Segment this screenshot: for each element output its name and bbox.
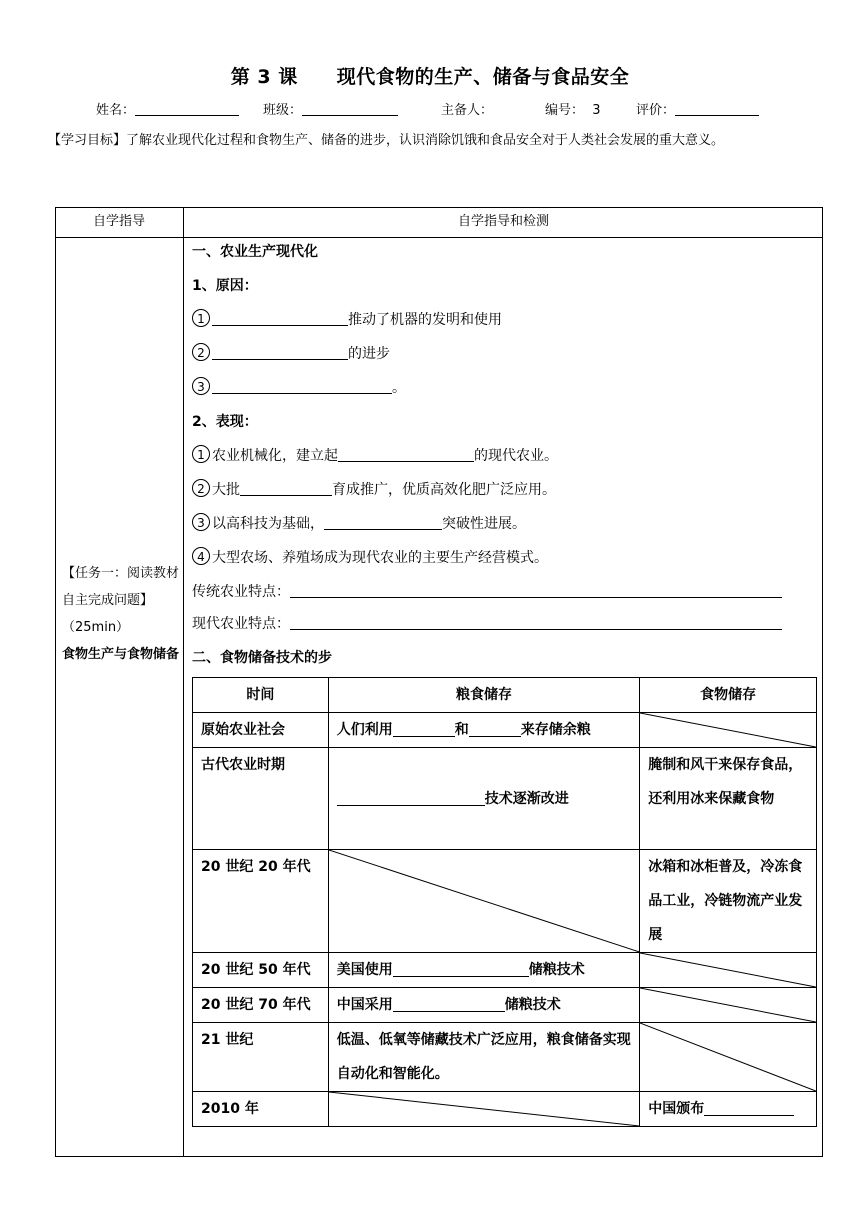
- class-blank[interactable]: [302, 101, 398, 116]
- name-label: 姓名：: [96, 103, 136, 118]
- table-row: [193, 1023, 817, 1092]
- perf-after-2: 育成推广，优质高效化肥广泛应用。: [332, 482, 556, 498]
- modern-label: 现代农业特点：: [192, 616, 290, 632]
- cause-text-3: 。: [392, 380, 406, 396]
- number-label: 编号：: [545, 103, 585, 118]
- circled-number: 3: [192, 377, 210, 395]
- name-blank[interactable]: [135, 101, 239, 116]
- cause-item-3: [192, 371, 406, 405]
- circled-number: 4: [192, 547, 210, 565]
- cell-food: 腌制和风干来保存食品，还利用冰来保藏食物: [640, 748, 817, 850]
- table-row: [193, 748, 817, 850]
- task-description: [62, 560, 180, 668]
- grain-blank[interactable]: [337, 789, 485, 806]
- eval-blank[interactable]: [675, 101, 759, 116]
- modern-blank[interactable]: [290, 613, 782, 630]
- section1-heading: 一、农业生产现代化: [192, 244, 318, 260]
- cell-time: 原始农业社会: [193, 713, 329, 748]
- perf-item-4: [192, 541, 548, 575]
- circled-number: 1: [192, 309, 210, 327]
- diagonal-slash: [640, 953, 816, 987]
- perf-item-2: [192, 473, 556, 507]
- perf-after-1: 的现代农业。: [474, 448, 558, 464]
- cell-time: 古代农业时期: [193, 748, 329, 850]
- th-food: 食物储存: [640, 678, 817, 713]
- cell-time: 20 世纪 50 年代: [193, 953, 329, 988]
- diagonal-slash: [329, 850, 640, 952]
- circled-number: 3: [192, 513, 210, 531]
- cell-grain: 中国采用 储粮技术: [328, 988, 640, 1023]
- number-value: 3: [592, 103, 601, 118]
- perf-heading: 2、表现：: [192, 414, 258, 430]
- table-row: [193, 953, 817, 988]
- cell-food: 中国颁布: [640, 1092, 817, 1127]
- traditional-blank[interactable]: [290, 581, 782, 598]
- perf-after-3: 突破性进展。: [442, 516, 526, 532]
- perf-before-2: 大批: [212, 482, 240, 498]
- diagonal-slash: [640, 1023, 816, 1091]
- diagonal-slash: [329, 1092, 640, 1126]
- cell-food: 冰箱和冰柜普及，冷冻食品工业，冷链物流产业发展: [640, 850, 817, 953]
- cause-blank-3[interactable]: [212, 377, 392, 394]
- cause-item-2: [192, 337, 390, 371]
- cause-item-1: [192, 303, 502, 337]
- table-row: [193, 850, 817, 953]
- col2-header: 自学指导和检测: [457, 214, 549, 229]
- goal-text: 了解农业现代化过程和食物生产、储备的进步，认识消除饥饿和食品安全对于人类社会发展的重大意义。: [126, 133, 725, 148]
- col1-header: 自学指导: [92, 214, 145, 229]
- number-field: [545, 99, 601, 118]
- perf-blank-1[interactable]: [338, 445, 474, 462]
- traditional-label: 传统农业特点：: [192, 584, 290, 600]
- cell-food-empty: [640, 1023, 817, 1092]
- header-divider: [55, 237, 823, 238]
- table-row: [193, 1092, 817, 1127]
- cell-food-empty: [640, 713, 817, 748]
- table-row: [193, 988, 817, 1023]
- cell-time: 20 世纪 70 年代: [193, 988, 329, 1023]
- page-title: 第 3 课 现代食物的生产、储备与食品安全: [230, 66, 630, 88]
- storage-table: [192, 677, 817, 1127]
- th-time: 时间: [193, 678, 329, 713]
- circled-number: 2: [192, 479, 210, 497]
- task-text: 【任务一：阅读教材自主完成问题】（25min）: [62, 566, 180, 635]
- perf-before-1: 农业机械化，建立起: [212, 448, 338, 464]
- grain-blank[interactable]: [469, 720, 521, 737]
- grain-blank[interactable]: [393, 960, 529, 977]
- perf-blank-3[interactable]: [324, 513, 442, 530]
- cause-text-1: 推动了机器的发明和使用: [348, 312, 502, 328]
- eval-label: 评价：: [636, 103, 676, 118]
- cell-grain-empty: [328, 1092, 640, 1127]
- task-topic: 食物生产与食物储备: [62, 647, 180, 662]
- modern-row: [192, 607, 782, 641]
- cell-grain: 人们利用 和 来存储余粮: [328, 713, 640, 748]
- cell-time: 21 世纪: [193, 1023, 329, 1092]
- cell-grain: 美国使用 储粮技术: [328, 953, 640, 988]
- goal-label: 【学习目标】: [48, 133, 127, 148]
- cell-grain-empty: [328, 850, 640, 953]
- cause-text-2: 的进步: [348, 346, 390, 362]
- table-row: [193, 713, 817, 748]
- eval-field[interactable]: [636, 99, 759, 118]
- column-divider: [183, 207, 184, 1157]
- food-blank[interactable]: [704, 1099, 794, 1116]
- cell-time: 20 世纪 20 年代: [193, 850, 329, 953]
- traditional-row: [192, 575, 782, 609]
- th-grain: 粮食储存: [328, 678, 640, 713]
- diagonal-slash: [640, 713, 816, 747]
- cause-blank-1[interactable]: [212, 309, 348, 326]
- cell-food-empty: [640, 953, 817, 988]
- section2-heading: 二、食物储备技术的步: [192, 650, 332, 666]
- class-label: 班级：: [263, 103, 303, 118]
- perf-item-3: [192, 507, 526, 541]
- perf-text-4: 大型农场、养殖场成为现代农业的主要生产经营模式。: [212, 550, 548, 566]
- cell-time: 2010 年: [193, 1092, 329, 1127]
- learning-goal: [48, 126, 820, 156]
- perf-blank-2[interactable]: [240, 479, 332, 496]
- circled-number: 1: [192, 445, 210, 463]
- circled-number: 2: [192, 343, 210, 361]
- grain-blank[interactable]: [393, 720, 455, 737]
- cell-grain: 低温、低氧等储藏技术广泛应用，粮食储备实现自动化和智能化。: [328, 1023, 640, 1092]
- cause-heading: 1、原因：: [192, 278, 258, 294]
- cell-grain: 技术逐渐改进: [328, 748, 640, 850]
- class-field[interactable]: [263, 99, 398, 118]
- cell-food-empty: [640, 988, 817, 1023]
- perf-before-3: 以高科技为基础，: [212, 516, 324, 532]
- cause-blank-2[interactable]: [212, 343, 348, 360]
- perf-item-1: [192, 439, 558, 473]
- table-row: [193, 678, 817, 713]
- preparer-label: 主备人：: [441, 103, 494, 118]
- diagonal-slash: [640, 988, 816, 1022]
- grain-blank[interactable]: [393, 995, 505, 1012]
- name-field[interactable]: [96, 99, 239, 118]
